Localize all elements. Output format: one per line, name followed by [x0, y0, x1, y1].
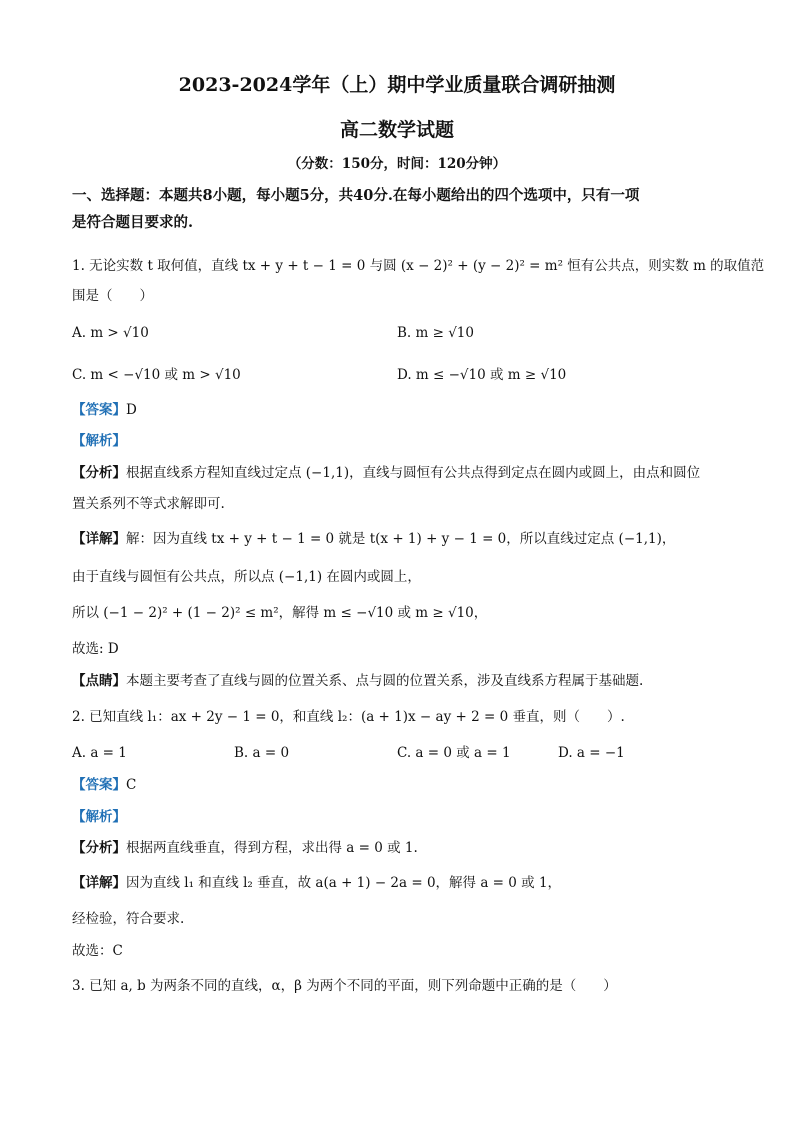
q1-stem-line2: 围是（ ） — [72, 288, 153, 304]
q3-stem: 3. 已知 a, b 为两条不同的直线，α，β 为两个不同的平面，则下列命题中正确的是（ ） — [72, 978, 617, 994]
q1-answer: D — [126, 402, 137, 418]
analysis-tag: 【解析】 — [72, 809, 126, 825]
dianjing-tag: 【点睛】 — [72, 673, 126, 689]
q2-option-c: C. a = 0 或 a = 1 — [397, 745, 511, 761]
q1-stem-line1: 1. 无论实数 t 取何值，直线 tx + y + t − 1 = 0 与圆 (x − 2)² + (y − 2)² = m² 恒有公共点，则实数 m 的取值范 — [72, 258, 765, 274]
q2-answer: C — [126, 777, 137, 793]
exam-subtitle: 高二数学试题 — [339, 119, 454, 141]
section-heading-line2: 是符合题目要求的. — [72, 214, 194, 231]
q2-option-d: D. a = −1 — [558, 745, 625, 761]
q1-dianjing-text: 本题主要考查了直线与圆的位置关系、点与圆的位置关系，涉及直线系方程属于基础题. — [126, 673, 644, 689]
q2-option-b: B. a = 0 — [234, 745, 290, 761]
xiangjie-tag: 【详解】 — [72, 875, 126, 891]
q2-xiangjie-line3: 故选：C — [72, 943, 123, 959]
q2-fenxi-text: 根据两直线垂直，得到方程，求出得 a = 0 或 1. — [126, 840, 418, 856]
q2-analysis-line — [72, 808, 732, 826]
fenxi-tag: 【分析】 — [72, 840, 126, 856]
exam-meta: （分数：150分，时间：120分钟） — [287, 156, 507, 172]
exam-title: 2023-2024学年（上）期中学业质量联合调研抽测 — [178, 74, 616, 96]
q2-fenxi-line — [72, 839, 732, 857]
q1-analysis-line — [72, 432, 732, 450]
q1-option-c: C. m < −√10 或 m > √10 — [72, 367, 241, 383]
answer-tag: 【答案】 — [72, 402, 126, 418]
q2-xiangjie-line2: 经检验，符合要求. — [72, 911, 185, 927]
analysis-tag: 【解析】 — [72, 433, 126, 449]
q2-answer-line — [72, 776, 732, 794]
section-heading-line1: 一、选择题：本题共8小题，每小题5分，共40分.在每小题给出的四个选项中，只有一项 — [72, 187, 640, 204]
q1-answer-line — [72, 401, 732, 419]
q2-stem: 2. 已知直线 l₁：ax + 2y − 1 = 0，和直线 l₂：(a + 1)x − ay + 2 = 0 垂直，则（ ）. — [72, 709, 625, 725]
q2-option-a: A. a = 1 — [72, 745, 127, 761]
q1-dianjing-line — [72, 672, 732, 690]
q1-xiangjie-line2: 由于直线与圆恒有公共点，所以点 (−1,1) 在圆内或圆上， — [72, 569, 421, 585]
q1-option-d: D. m ≤ −√10 或 m ≥ √10 — [397, 367, 567, 383]
q1-option-b: B. m ≥ √10 — [397, 325, 474, 341]
answer-tag: 【答案】 — [72, 777, 126, 793]
q1-fenxi-line2: 置关系列不等式求解即可. — [72, 496, 225, 512]
q1-xiangjie-line4: 故选: D — [72, 641, 119, 657]
q1-fenxi-line1 — [72, 464, 732, 482]
q1-fenxi-text1: 根据直线系方程知直线过定点 (−1,1)，直线与圆恒有公共点得到定点在圆内或圆上，由点和圆位 — [126, 465, 701, 481]
q2-xiangjie-text1: 因为直线 l₁ 和直线 l₂ 垂直，故 a(a + 1) − 2a = 0，解得 a = 0 或 1， — [126, 875, 562, 891]
q1-option-a: A. m > √10 — [72, 325, 149, 341]
fenxi-tag: 【分析】 — [72, 465, 126, 481]
q1-xiangjie-line3: 所以 (−1 − 2)² + (1 − 2)² ≤ m²，解得 m ≤ −√10 或 m ≥ √10， — [72, 605, 488, 621]
xiangjie-tag: 【详解】 — [72, 531, 126, 547]
q1-xiangjie-line1 — [72, 530, 732, 548]
q1-xiangjie-text1: 解：因为直线 tx + y + t − 1 = 0 就是 t(x + 1) + y − 1 = 0，所以直线过定点 (−1,1)， — [126, 531, 676, 547]
q2-xiangjie-line1 — [72, 874, 732, 892]
